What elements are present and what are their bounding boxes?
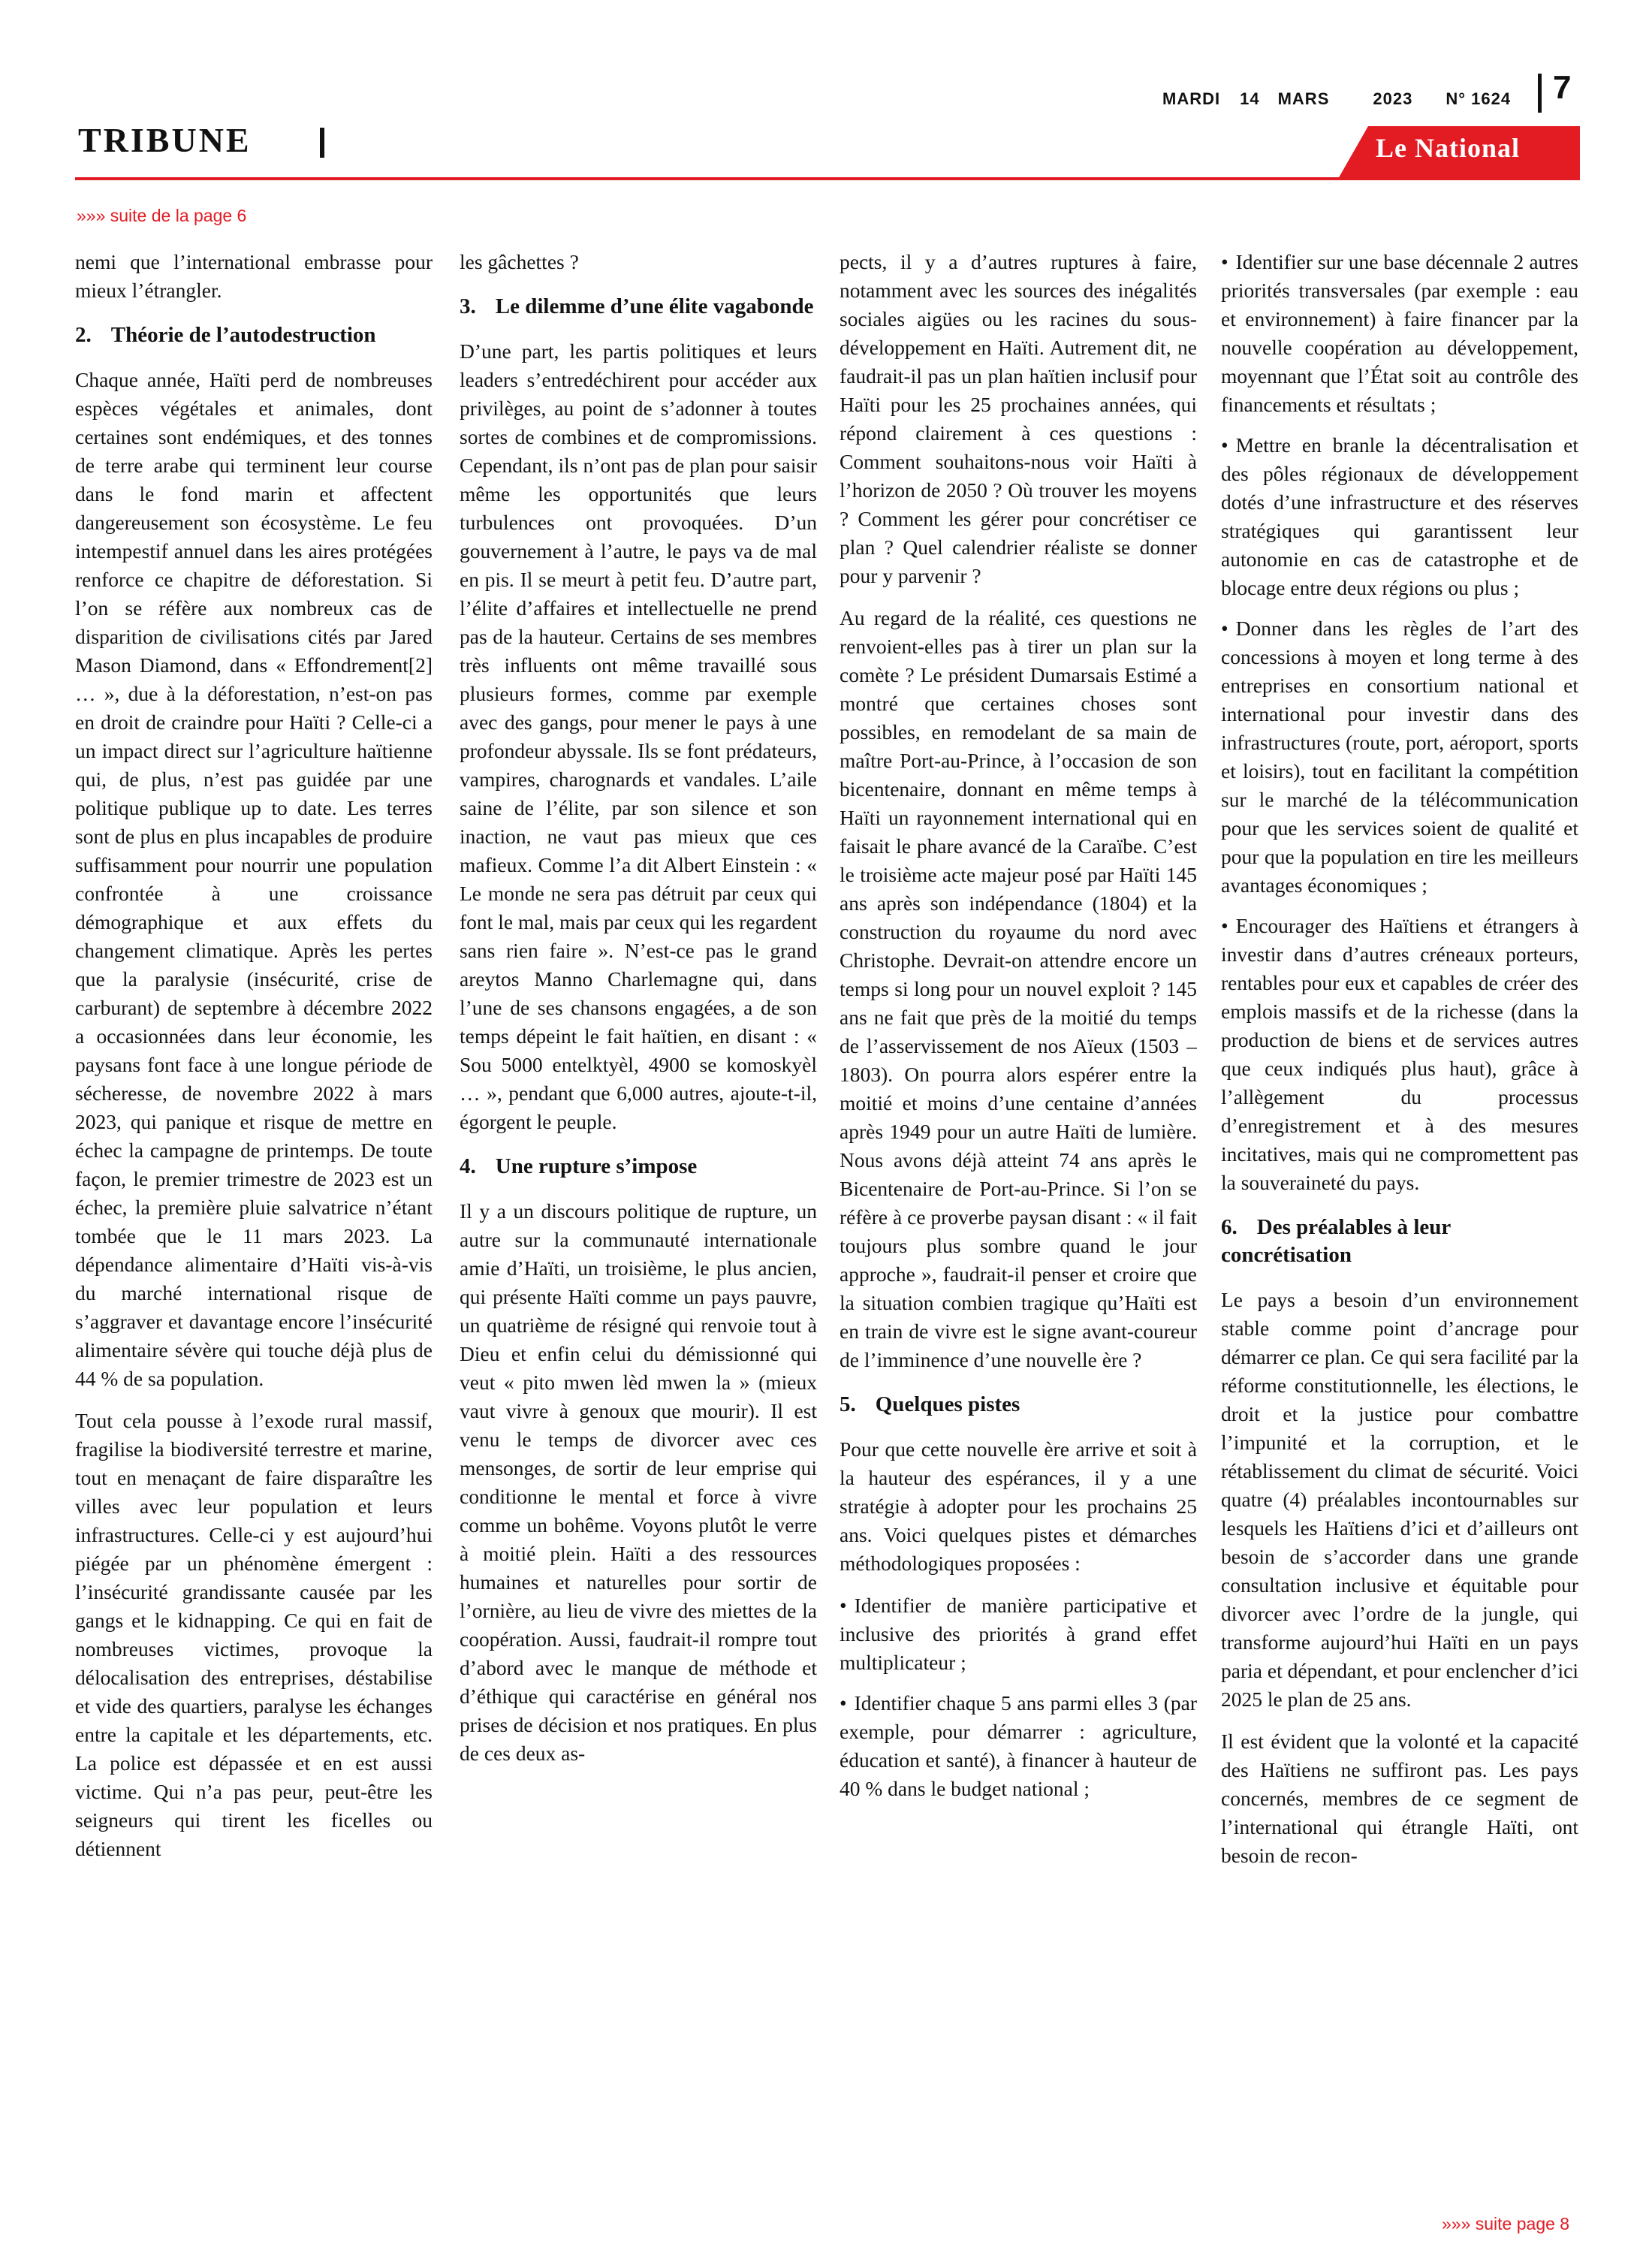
section-title: TRIBUNE (78, 121, 252, 159)
issue-year: 2023 (1373, 89, 1413, 108)
section-heading-number: 5. (840, 1392, 856, 1416)
bullet-item (1221, 912, 1578, 1197)
section-heading-number: 6. (1221, 1215, 1237, 1239)
section-heading-title: Quelques pistes (875, 1392, 1020, 1416)
bullet-list (840, 1591, 1197, 1803)
bullet-item (1221, 248, 1578, 419)
continued-to-note: »»» suite page 8 (1442, 2214, 1570, 2233)
paragraph: nemi que l’international embrasse pour mieux l’étrangler. (75, 250, 433, 302)
article-column-2 (460, 248, 817, 2208)
header-rule (75, 177, 1580, 180)
section-heading-title: Une rupture s’impose (495, 1154, 698, 1178)
section-heading-title: Le dilemme d’une élite vagabonde (495, 294, 814, 318)
paragraph: Pour que cette nouvelle ère arrive et soit à la hauteur des espérances, il y a une stratégie à adopter pour les prochains 25 ans. Voici quelques pistes et démarches méthodologiques proposées : (840, 1437, 1197, 1575)
paragraph: Chaque année, Haïti perd de nombreuses espèces végétales et animales, dont certaines sont endémiques, et des tonnes de terre arabe qui terminent leur course dans le fond marin et affectent dangereusement son écosystème. Le feu intempestif annuel dans les aires protégées renforce ce chapitre de déforestation. Si l’on se réfère aux nombreux cas de disparition de civilisations cités par Jared Mason Diamond, dans « Effondrement[2] … », due à la déforestation, n’est-on pas en droit de craindre pour Haïti ? Celle-ci a un impact direct sur l’agriculture haïtienne qui, de plus, n’est pas guidée par une politique publique up to date. Les terres sont de plus en plus incapables de produire suffisamment pour nourrir une population confrontée à une croissance démographique et aux effets du changement climatique. Après les pertes que la paralysie (insécurité, crise de carburant) de septembre à décembre 2022 a occasionnées dans leur économie, les paysans font face à une longue période de sécheresse, de novembre 2022 à mars 2023, qui panique et risque de mettre en échec la campagne de printemps. De toute façon, le premier trimestre de 2023 est un échec, la première pluie salvatrice n’étant tombée que le 11 mars 2023. La dépendance alimentaire d’Haïti vis-à-vis du marché international risque de s’aggraver et davantage encore l’insécurité alimentaire sévère qui touche déjà plus de 44 % de sa population. (75, 368, 433, 1390)
bullet-text: Encourager des Haïtiens et étrangers à investir dans d’autres créneaux porteurs, rentables pour eux et capables de créer des emplois massifs et de la richesse (dans la production de biens et de services autres que ceux indiqués plus haut), grâce à l’allègement du processus d’enregistrement et à des mesures incitatives, mais qui ne compromettent pas la souveraineté du pays. (1221, 914, 1578, 1194)
section-heading-title: Théorie de l’autodestruction (110, 323, 376, 347)
bullet-text: Identifier sur une base décennale 2 autres priorités transversales (par exemple : eau et environnement) à faire financer par la nouvelle coopération au développement, moyennant que l’État soit au contrôle des financements et résultats ; (1221, 250, 1578, 416)
article-column-4 (1221, 248, 1578, 2208)
bullet-item (1221, 614, 1578, 900)
issue-date-number: 14 (1240, 89, 1260, 108)
bullet-text: Identifier chaque 5 ans parmi elles 3 (par exemple, pour démarrer : agriculture, éducation et santé), à financer à hauteur de 40 % dans le budget national ; (840, 1691, 1197, 1800)
paragraph: Au regard de la réalité, ces questions ne renvoient-elles pas à tirer un plan sur la comète ? Le président Dumarsais Estimé a montré que certaines choses sont possibles, en remodelant de sa main de maître Port-au-Prince, à l’occasion de son bicentenaire, donnant en même temps à Haïti un rayonnement international qui en faisait le phare avancé de la Caraïbe. C’est le troisième acte majeur posé par Haïti 145 ans après son indépendance (1804) et la construction du royaume du nord avec Christophe. Devrait-on attendre encore un temps si long pour un nouvel exploit ? 145 ans ne fait que près de la moitié du temps de l’asservissement de nos Aïeux (1503 – 1803). On pourra alors espérer entre la moitié et moins d’une centaine d’années après 1949 pour un autre Haïti de lumière. Nous avons déjà atteint 74 ans après le Bicentenaire de Port-au-Prince. Si l’on se réfère à ce proverbe paysan disant : « il fait toujours plus sombre quand le jour approche », faudrait-il penser et croire que la situation combien tragique qu’Haïti est en train de vivre est le signe avant-coureur de l’imminence d’une nouvelle ère ? (840, 606, 1197, 1371)
section-heading-number: 3. (460, 294, 476, 318)
section-heading-number: 2. (75, 323, 92, 347)
section-heading-title: Des préalables à leur concrétisation (1221, 1215, 1451, 1267)
paragraph: Tout cela pousse à l’exode rural massif, fragilise la biodiversité terrestre et marine, tout en menaçant de faire disparaître les villes avec leur population et leurs infrastructures. Celle-ci y est aujourd’hui piégée par un phénomène émergent : l’insécurité grandissante causée par les gangs et le kidnapping. Ce qui en fait de nombreuses victimes, provoque la délocalisation des entreprises, déstabilise et vide des quartiers, paralyse les échanges entre la capitale et les départements, etc. La police est dépassée et en est aussi victime. Qui n’a pas peur, peut-être les seigneurs qui tirent les ficelles ou détiennent (75, 1409, 433, 1860)
paragraph: les gâchettes ? (460, 250, 579, 273)
section-heading (460, 293, 817, 321)
bullet-item (840, 1591, 1197, 1677)
paragraph: Il est évident que la volonté et la capacité des Haïtiens ne suffiront pas. Les pays concernés, membres de ce segment de l’international qui étrangle Haïti, ont besoin de recon- (1221, 1730, 1578, 1867)
paragraph: pects, il y a d’autres ruptures à faire, notamment avec les sources des inégalités sociales aigües ou les racines du sous-développement en Haïti. Autrement dit, ne faudrait-il pas un plan haïtien inclusif pour Haïti pour les 25 prochaines années, qui répond clairement à ces questions : Comment souhaitons-nous voir Haïti à l’horizon de 2050 ? Où trouver les moyens ? Comment les gérer pour concrétiser ce plan ? Quel calendrier réaliste se donner pour y parvenir ? (840, 250, 1197, 587)
issue-month: MARS (1277, 89, 1330, 108)
page-number: 7 (1553, 69, 1572, 106)
article-column-3 (840, 248, 1197, 2208)
paragraph: Le pays a besoin d’un environnement stable comme point d’ancrage pour démarrer ce plan. Ce qui sera facilité par la réforme constitutionnelle, les élections, le droit et la justice pour combattre l’impunité et la corruption, et le rétablissement du climat de sécurité. Voici quatre (4) préalables incontournables sur lesquels les Haïtiens d’ici et d’ailleurs ont besoin de s’accorder dans une grande consultation inclusive et équitable pour divorcer avec l’ordre de la jungle, qui transforme aujourd’hui Haïti en un pays paria et dépendant, et pour enclencher d’ici 2025 le plan de 25 ans. (1221, 1288, 1578, 1711)
bullet-list (1221, 248, 1578, 1197)
paragraph: Il y a un discours politique de rupture, un autre sur la communauté internationale amie d’Haïti, un troisième, le plus ancien, qui présente Haïti comme un pays pauvre, un quatrième de résigné qui renvoie tout à Dieu et enfin celui du démissionné qui veut « pito mwen lèd mwen la » (mieux vaut vivre à genoux que mourir). Il est venu le temps de divorcer avec ces mensonges, de sortir de leur emprise qui conditionne le mental et force à vivre comme un bohême. Voyons plutôt le verre à moitié plein. Haïti a des ressources humaines et naturelles pour sortir de l’ornière, au lieu de vivre des miettes de la coopération. Aussi, faudrait-il rompre tout d’abord avec le manque de méthode et d’éthique qui caractérise en général nos prises de décision et nos pratiques. En plus de ces deux as- (460, 1199, 817, 1765)
bullet-text: Identifier de manière participative et inclusive des priorités à grand effet multiplicateur ; (840, 1594, 1197, 1674)
article-column-1 (75, 248, 433, 2208)
bullet-item (1221, 431, 1578, 602)
section-heading (1221, 1214, 1578, 1269)
section-heading (840, 1391, 1197, 1419)
bullet-item (840, 1689, 1197, 1803)
section-heading (75, 321, 433, 349)
issue-day: MARDI (1162, 89, 1221, 108)
page-number-divider (1538, 74, 1542, 113)
section-title-divider (320, 128, 324, 158)
bullet-text: Mettre en branle la décentralisation et des pôles régionaux de développement dotés d’une infrastructure et des réserves stratégiques qui garantissent leur autonomie en cas de catastrophe et de blocage entre deux régions ou plus ; (1221, 433, 1578, 599)
continued-from-note: »»» suite de la page 6 (77, 206, 247, 225)
issue-number: N° 1624 (1446, 89, 1512, 108)
section-heading (460, 1153, 817, 1181)
issue-meta (1162, 84, 1511, 114)
paragraph: D’une part, les partis politiques et leurs leaders s’entredéchirent pour accéder aux privilèges, au point de s’adonner à toutes sortes de combines et de compromissions. Cependant, ils n’ont pas de plan pour saisir même les opportunités que leurs turbulences ont provoquées. D’un gouvernement à l’autre, le pays va de mal en pis. Il se meurt à petit feu. D’autre part, l’élite d’affaires et intellectuelle ne prend pas de la hauteur. Certains de ses membres très influents ont même travaillé sous plusieurs formes, comme par exemple avec des gangs, pour mener le pays à une profondeur abyssale. Ils se font prédateurs, vampires, charognards et vandales. L’aile saine de l’élite, par son silence et son inaction, ne vaut pas mieux que ces mafieux. Comme l’a dit Albert Einstein : « Le monde ne sera pas détruit par ceux qui font le mal, mais par ceux qui les regardent sans rien faire ». N’est-ce pas le grand areytos Manno Charlemagne qui, dans l’une de ses chansons engagées, a de son temps dépeint le fait haïtien, en disant : « Sou 5000 entelktyèl, 4900 se komoskyèl … », pendant que 6,000 autres, ajoute-t-il, égorgent le peuple. (460, 339, 817, 1133)
section-heading-number: 4. (460, 1154, 476, 1178)
bullet-text: Donner dans les règles de l’art des concessions à moyen et long terme à des entreprises en consortium national et international pour investir dans des infrastructures (route, port, aéroport, sports et loisirs), tout en facilitant la compétition sur le marché de la télécommunication pour que les services soient de qualité et pour que la population en tire les meilleurs avantages économiques ; (1221, 617, 1578, 897)
newspaper-brand: Le National (1376, 133, 1521, 163)
